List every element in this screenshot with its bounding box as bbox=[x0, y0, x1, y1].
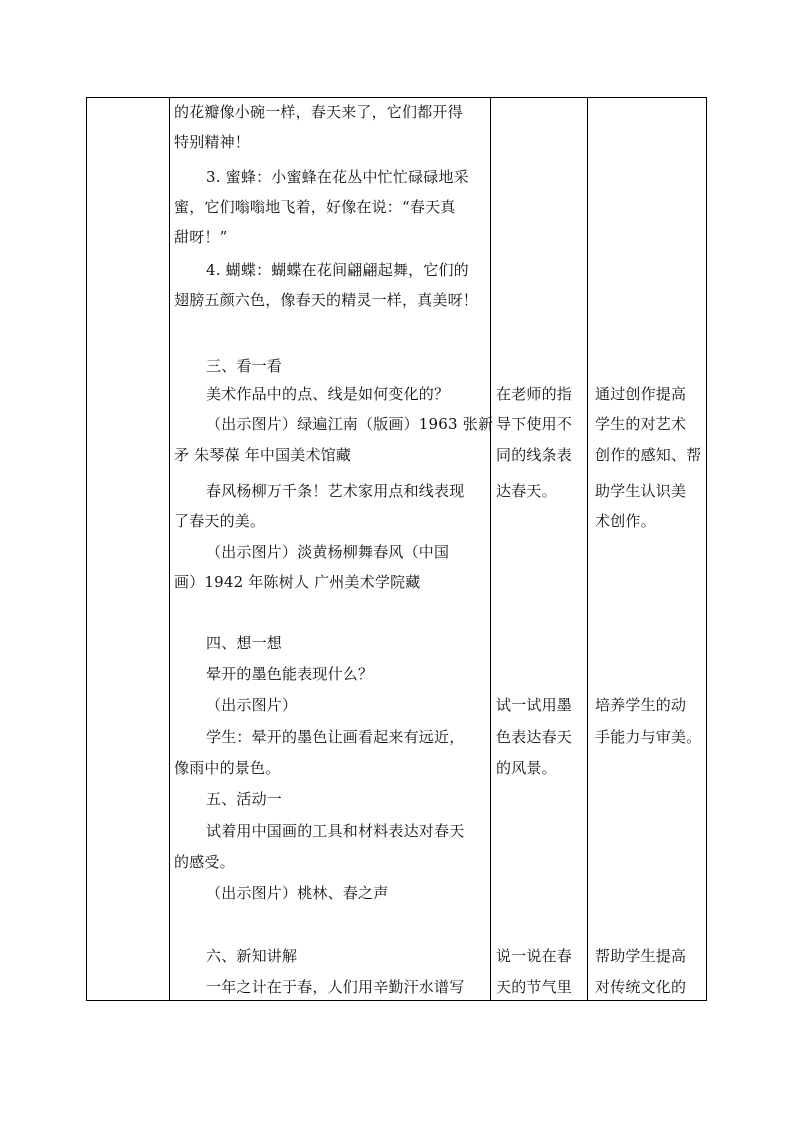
teaching-process-line: 一年之计在于春，人们用辛勤汗水谱写 bbox=[206, 978, 465, 996]
teaching-process-line: 像雨中的景色。 bbox=[174, 759, 281, 777]
student-activity-line: 色表达春天 bbox=[496, 728, 573, 746]
student-activity-line: 的风景。 bbox=[496, 759, 557, 777]
teaching-process-line: （出示图片）淡黄杨柳舞春风（中国 bbox=[206, 543, 450, 561]
teaching-process-line: 蜜，它们嗡嗡地飞着，好像在说：“春天真 bbox=[174, 198, 456, 216]
teaching-process-line: 甜呀！” bbox=[174, 228, 228, 246]
teaching-process-line: 3. 蜜蜂：小蜜蜂在花丛中忙忙碌碌地采 bbox=[206, 168, 469, 186]
design-intent-line: 通过创作提高 bbox=[595, 385, 687, 403]
student-activity-line: 在老师的指 bbox=[496, 385, 573, 403]
column-divider bbox=[587, 98, 588, 1000]
teaching-process-line: 翅膀五颜六色，像春天的精灵一样，真美呀！ bbox=[174, 291, 479, 309]
column-divider bbox=[169, 98, 170, 1000]
column-divider bbox=[490, 98, 491, 1000]
student-activity-line: 说一说在春 bbox=[496, 947, 573, 965]
design-intent-line: 学生的对艺术 bbox=[595, 415, 687, 433]
student-activity-line: 天的节气里 bbox=[496, 978, 573, 996]
teaching-process-line: 美术作品中的点、线是如何变化的？ bbox=[206, 385, 450, 403]
teaching-process-line: 画）1942 年陈树人 广州美术学院藏 bbox=[174, 573, 421, 591]
teaching-process-line: 试着用中国画的工具和材料表达对春天 bbox=[206, 822, 465, 840]
design-intent-line: 培养学生的动 bbox=[595, 696, 687, 714]
teaching-process-line: 矛 朱琴葆 年中国美术馆藏 bbox=[174, 446, 352, 464]
teaching-process-line: 特别精神！ bbox=[174, 133, 251, 151]
design-intent-line: 创作的感知、帮 bbox=[595, 446, 702, 464]
teaching-process-line: （出示图片）绿遍江南（版画）1963 张新 bbox=[206, 415, 494, 433]
teaching-process-line: 春风杨柳万千条！艺术家用点和线表现 bbox=[206, 482, 465, 500]
teaching-process-line: 五、活动一 bbox=[206, 790, 283, 808]
teaching-process-line: 六、新知讲解 bbox=[206, 947, 298, 965]
teaching-process-line: 四、想一想 bbox=[206, 634, 283, 652]
design-intent-line: 帮助学生提高 bbox=[595, 947, 687, 965]
design-intent-line: 对传统文化的 bbox=[595, 978, 687, 996]
design-intent-line: 术创作。 bbox=[595, 512, 656, 530]
design-intent-line: 助学生认识美 bbox=[595, 482, 687, 500]
teaching-process-line: 4. 蝴蝶：蝴蝶在花间翩翩起舞，它们的 bbox=[206, 261, 469, 279]
design-intent-line: 手能力与审美。 bbox=[595, 728, 702, 746]
student-activity-line: 同的线条表 bbox=[496, 446, 573, 464]
teaching-process-line: 晕开的墨色能表现什么？ bbox=[206, 665, 374, 683]
student-activity-line: 达春天。 bbox=[496, 482, 557, 500]
teaching-process-line: （出示图片）桃林、春之声 bbox=[206, 884, 389, 902]
student-activity-line: 导下使用不 bbox=[496, 415, 573, 433]
teaching-process-line: 三、看一看 bbox=[206, 357, 283, 375]
teaching-process-line: 的感受。 bbox=[174, 853, 235, 871]
teaching-process-line: （出示图片） bbox=[206, 696, 298, 714]
teaching-process-line: 了春天的美。 bbox=[174, 512, 266, 530]
teaching-process-line: 的花瓣像小碗一样，春天来了，它们都开得 bbox=[174, 103, 463, 121]
teaching-process-line: 学生：晕开的墨色让画看起来有远近， bbox=[206, 728, 465, 746]
student-activity-line: 试一试用墨 bbox=[496, 696, 573, 714]
